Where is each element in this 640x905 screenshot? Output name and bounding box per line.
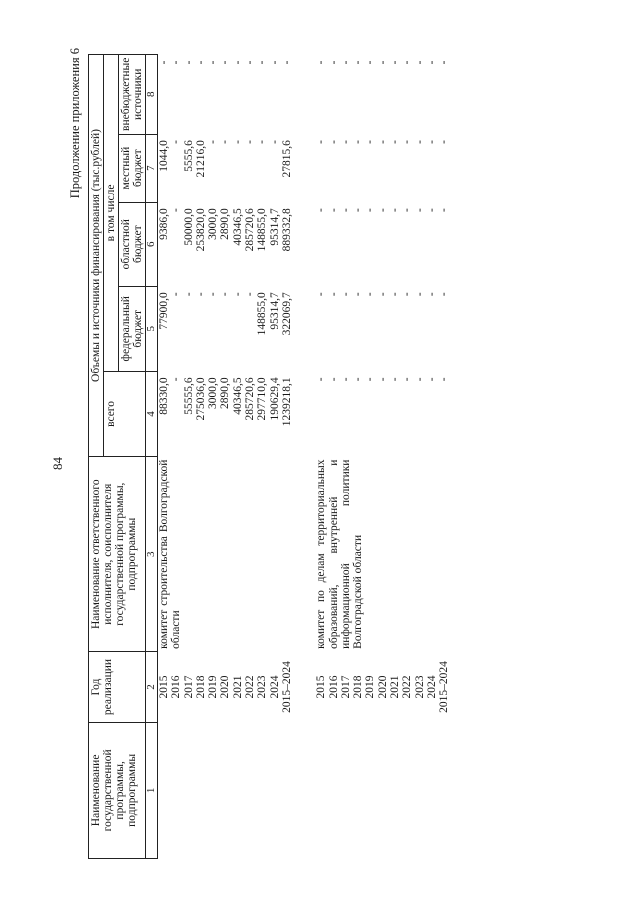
table-cell-value: - (219, 140, 232, 144)
table-cell-value: 2023 (413, 675, 426, 699)
table-cell-value: - (207, 60, 220, 65)
table-cell-value: - (425, 208, 438, 213)
table-cell-value: - (339, 292, 352, 297)
table-cell-value: 2015 (315, 675, 328, 699)
table-cell-value: - (339, 208, 352, 213)
table-cell-value: - (438, 208, 451, 213)
table-cell-value: - (219, 60, 232, 65)
table-cell-value: 27815,6 (280, 140, 293, 178)
column-index-3: 3 (146, 457, 158, 652)
header-extrabudgetary: внебюджетные источники (119, 55, 146, 135)
table-cell-value: - (389, 377, 402, 382)
table-cell-value: - (352, 292, 365, 297)
table-cell-value: 2021 (231, 675, 244, 699)
regional-values (315, 202, 450, 286)
table-cell-value: 275036,0 (194, 377, 207, 421)
table-cell-value: 5555,6 (182, 140, 195, 172)
table-cell-value: - (315, 60, 328, 65)
table-cell-value: - (315, 140, 328, 144)
column-index-8: 8 (146, 55, 158, 135)
table-cell-value: 95314,7 (268, 208, 281, 246)
table-cell-value: 2016 (327, 675, 340, 699)
table-cell-value: 2018 (352, 675, 365, 699)
table-cell-value: - (231, 292, 244, 297)
header-year: Год реализации (89, 652, 146, 722)
table-cell-value: - (231, 140, 244, 144)
table-cell-value: - (364, 208, 377, 213)
table-cell-value: - (339, 60, 352, 65)
table-cell-value: - (425, 377, 438, 382)
table-cell-value: 148855,0 (256, 292, 269, 336)
executor-block-row (315, 55, 450, 859)
column-index-6: 6 (146, 202, 158, 286)
table-cell-value: - (170, 292, 183, 297)
extrabudgetary-values (158, 55, 294, 135)
table-cell-value: 3000,0 (207, 377, 220, 409)
table-cell-value: 2890,0 (219, 377, 232, 409)
table-cell-value: - (158, 60, 170, 65)
header-regional: областной бюджет (119, 202, 146, 286)
table-cell-value: 2020 (376, 675, 389, 699)
table-cell-value: 285720,6 (244, 377, 257, 421)
table-cell-value: 9386,0 (158, 208, 170, 240)
table-cell-value: 95314,7 (268, 292, 281, 330)
table-cell-value: - (315, 377, 328, 382)
total-values (158, 371, 294, 456)
table-cell-value: 2018 (194, 675, 207, 699)
table-cell-value: - (401, 140, 414, 144)
table-cell-value: - (256, 60, 269, 65)
table-cell-value: - (389, 60, 402, 65)
table-cell-value: - (438, 140, 451, 144)
table-cell-value: - (244, 292, 257, 297)
header-funding: Объемы и источники финансирования (тыс.рублей) (89, 55, 104, 457)
table-cell-value: 40346,5 (231, 377, 244, 415)
header-federal: федеральный бюджет (119, 286, 146, 371)
table-cell-value: - (182, 60, 195, 65)
table-cell-value: - (170, 60, 183, 65)
table-cell-value: 2015–2024 (280, 661, 293, 713)
header-executor: Наименование ответственного исполнителя, соисполнителя государственной программы, подпрограммы (89, 457, 146, 652)
column-index-1: 1 (146, 722, 158, 858)
table-cell-value: 2021 (389, 675, 402, 699)
table-cell-value: - (315, 292, 328, 297)
page-number: 84 (50, 457, 65, 470)
table-cell-value: - (268, 140, 281, 144)
table-cell-value: - (413, 140, 426, 144)
table-cell-value: 297710,0 (256, 377, 269, 421)
table-cell-value: - (413, 60, 426, 65)
table-cell-value: - (364, 292, 377, 297)
table-cell-value: 2022 (244, 675, 257, 699)
table-cell-value: - (339, 377, 352, 382)
table-cell-value: - (194, 292, 207, 297)
table-cell-value: - (327, 292, 340, 297)
table-cell-value: - (401, 292, 414, 297)
table-cell-value: - (194, 60, 207, 65)
table-cell-value: - (256, 140, 269, 144)
federal-values (315, 286, 450, 371)
table-cell-value: 77900,0 (158, 292, 170, 330)
table-cell-value: - (389, 292, 402, 297)
table-cell-value: 40346,5 (231, 208, 244, 246)
table-cell-value: - (376, 140, 389, 144)
table-cell-value: - (327, 208, 340, 213)
table-cell-value: - (401, 60, 414, 65)
executor-name: комитет строительства Волгоградской области (158, 459, 183, 649)
table-cell-value: - (389, 208, 402, 213)
table-cell-value: - (389, 140, 402, 144)
program-name-cell (158, 722, 294, 858)
table-cell-value: 3000,0 (207, 208, 220, 240)
year-list (158, 652, 294, 722)
table-cell-value: - (170, 140, 183, 144)
table-cell-value: - (425, 140, 438, 144)
table-cell-value: - (280, 60, 293, 65)
table-cell-value: 2017 (182, 675, 195, 699)
table-cell-value: - (425, 292, 438, 297)
table-cell-value: - (352, 60, 365, 65)
table-cell-value: 2015–2024 (438, 661, 451, 713)
table-cell-value: 2022 (401, 675, 414, 699)
column-index-7: 7 (146, 134, 158, 202)
table-cell-value: - (401, 377, 414, 382)
table-cell-value: 1239218,1 (280, 377, 293, 427)
table-cell-value: - (207, 292, 220, 297)
table-cell-value: - (413, 208, 426, 213)
column-index-5: 5 (146, 286, 158, 371)
year-list (315, 652, 450, 722)
federal-values (158, 286, 294, 371)
table-cell-value: - (244, 140, 257, 144)
header-total: всего (104, 371, 146, 456)
table-cell-value: 285720,6 (244, 208, 257, 252)
table-cell-value: - (425, 60, 438, 65)
table-cell-value: - (231, 60, 244, 65)
extrabudgetary-values (315, 55, 450, 135)
column-index-4: 4 (146, 371, 158, 456)
executor-name: комитет по делам территориальных образований, внутренней и информационной политики Волгоградской области (315, 459, 365, 649)
table-cell-value: - (352, 208, 365, 213)
table-cell-value: 2024 (268, 675, 281, 699)
local-values (315, 134, 450, 202)
table-cell-value: - (268, 60, 281, 65)
table-cell-value: 55555,6 (182, 377, 195, 415)
table-cell-value: - (376, 208, 389, 213)
table-cell-value: 253820,0 (194, 208, 207, 252)
table-cell-value: - (352, 140, 365, 144)
funding-table (88, 54, 451, 859)
table-cell-value: 322069,7 (280, 292, 293, 336)
table-cell-value: - (327, 60, 340, 65)
appendix-continuation-note: Продолжение приложения 6 (68, 48, 82, 199)
table-cell-value: - (244, 60, 257, 65)
table-cell-value: - (376, 60, 389, 65)
table-cell-value: 190629,4 (268, 377, 281, 421)
table-cell-value: 2016 (170, 675, 183, 699)
program-name-cell (315, 722, 450, 858)
total-values (315, 371, 450, 456)
table-cell-value: 889332,8 (280, 208, 293, 252)
table-cell-value: 2020 (219, 675, 232, 699)
table-cell-value: - (170, 377, 183, 382)
block-spacer (293, 55, 315, 859)
table-cell-value: 148855,0 (256, 208, 269, 252)
table-cell-value: - (170, 208, 183, 213)
header-including: в том числе (104, 55, 119, 372)
table-cell-value: - (401, 208, 414, 213)
table-cell-value: - (438, 60, 451, 65)
table-cell-value: - (364, 377, 377, 382)
table-cell-value: - (219, 292, 232, 297)
executor-block-row (158, 55, 294, 859)
table-cell-value: - (364, 140, 377, 144)
table-cell-value: - (327, 377, 340, 382)
table-cell-value: - (438, 292, 451, 297)
table-cell-value: - (364, 60, 377, 65)
table-cell-value: - (315, 208, 328, 213)
table-cell-value: - (376, 377, 389, 382)
table-cell-value: 2019 (207, 675, 220, 699)
table-cell-value: - (413, 292, 426, 297)
table-cell-value: 2024 (425, 675, 438, 699)
table-cell-value: 21216,0 (194, 140, 207, 178)
local-values (158, 134, 294, 202)
table-cell-value: - (352, 377, 365, 382)
header-local: местный бюджет (119, 134, 146, 202)
table-cell-value: - (376, 292, 389, 297)
table-cell-value: 2015 (158, 675, 170, 699)
table-cell-value: - (413, 377, 426, 382)
table-cell-value: 2023 (256, 675, 269, 699)
funding-table-body (158, 55, 451, 859)
table-cell-value: - (438, 377, 451, 382)
table-cell-value: - (327, 140, 340, 144)
regional-values (158, 202, 294, 286)
table-cell-value: - (207, 140, 220, 144)
table-cell-value: 50000,0 (182, 208, 195, 246)
table-cell-value: - (182, 292, 195, 297)
table-cell-value: 2019 (364, 675, 377, 699)
column-index-2: 2 (146, 652, 158, 722)
table-cell-value: 1044,0 (158, 140, 170, 172)
table-cell-value: 88330,0 (158, 377, 170, 415)
table-cell-value: 2890,0 (219, 208, 232, 240)
header-program-name: Наименование государственной программы, подпрограммы (89, 722, 146, 858)
table-cell-value: - (339, 140, 352, 144)
table-cell-value: 2017 (339, 675, 352, 699)
